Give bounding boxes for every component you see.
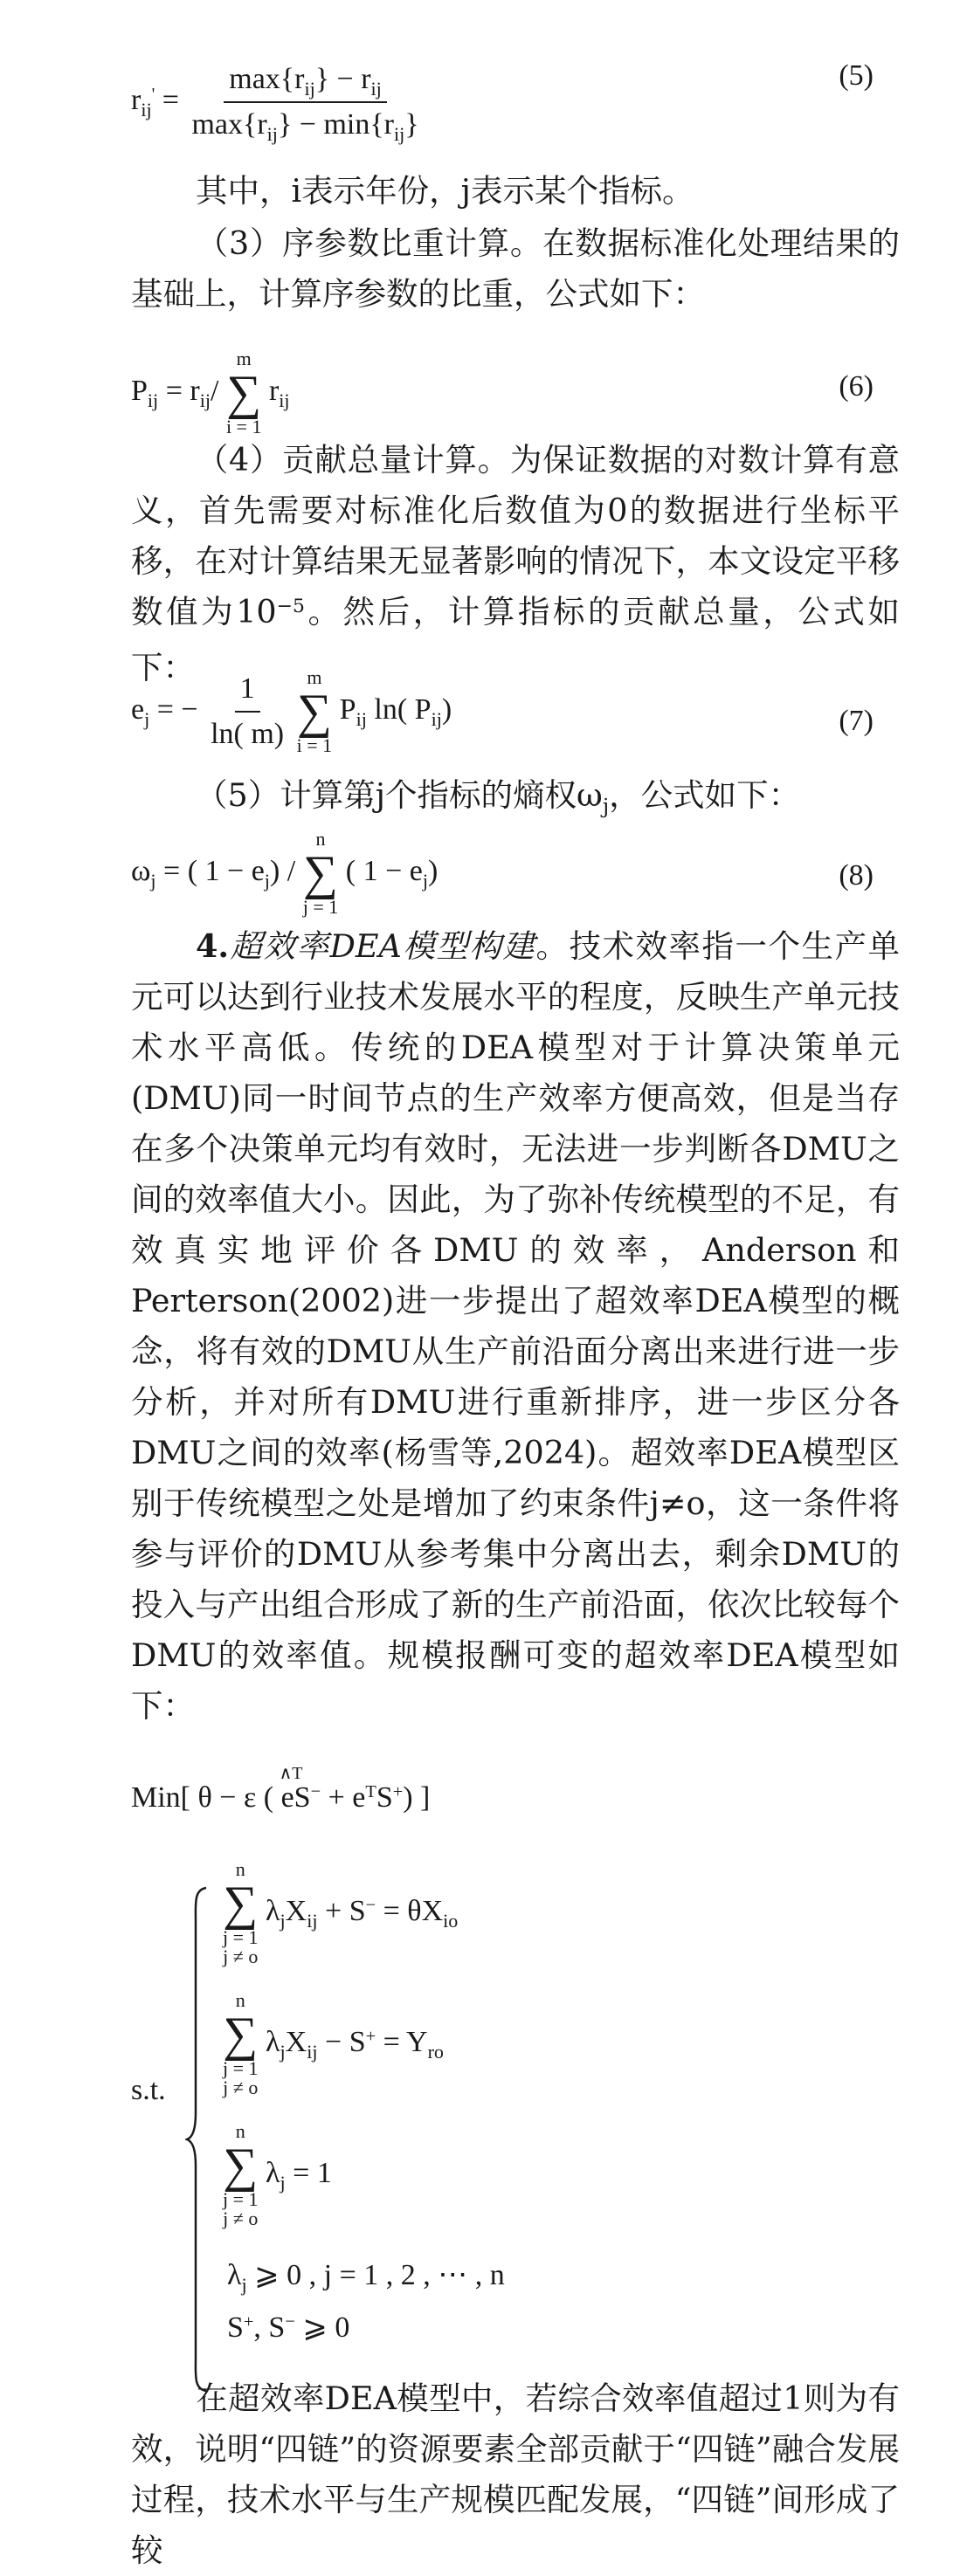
summation: n ∑ j = 1 j ≠ o: [223, 2120, 259, 2229]
objective-function: Min[ θ − ε ( ∧T $eS^- + e^TS^+$) ]: [131, 1764, 431, 1814]
constraint-5: S+, S− ⩾ 0: [227, 2311, 350, 2344]
summation: m ∑ i = 1: [225, 348, 262, 437]
fraction: $\frac{1}{\ln( m)}$: [211, 672, 285, 750]
equation-number: (7): [839, 705, 874, 737]
equation-number: (6): [839, 370, 874, 403]
constraint-3: n ∑ j = 1 j ≠ o $\lambda_j = 1$: [223, 2120, 332, 2229]
equation-number: (8): [839, 859, 874, 892]
constraint-2: n ∑ j = 1 j ≠ o $\lambda_jX_{ij} - S^+ = Y_{ro}$: [223, 1989, 444, 2098]
paragraph: 在超效率DEA模型中，若综合效率值超过1则为有效，说明“四链”的资源要素全部贡献于“四链”融合发展过程，技术水平与生产规模匹配发展，“四链”间形成了较: [131, 2380, 900, 2569]
paragraph: 其中，i表示年份，j表示某个指标。: [196, 172, 694, 210]
fraction: $\frac{\max\{r_{ij}\} - r_{ij}}{\max\{r_{ij}\} - \min\{r_{ij}\}}$: [191, 63, 419, 145]
constraint-4: $\lambda_j$ ⩾ 0 , j = 1 , 2 , ⋯ , n: [227, 2259, 505, 2296]
paragraph: （3）序参数比重计算。在数据标准化处理结果的基础上，计算序参数的比重，公式如下：: [131, 224, 900, 313]
paragraph: （4）贡献总量计算。为保证数据的对数计算有意义，首先需要对标准化后数值为0的数据进行坐标平移，在对计算结果无显著影响的情况下，本文设定平移数值为$10^{-5}$。然后，计算指标的贡献总量，公式如下：: [131, 441, 900, 686]
equation-5: $r_{ij}'$ = $\frac{\max\{r_{ij}\} - r_{ij}}{\max\{r_{ij}\} - \min\{r_{ij}\}}$ (5): [131, 59, 874, 145]
equation-6: $P_{ij} = r_{ij}/$ m ∑ i = 1 $r_{ij}$ (6): [131, 348, 874, 437]
st-label: s.t.: [131, 2074, 166, 2106]
paragraph: （5）计算第j个指标的熵权$\omega_j$，公式如下：: [196, 776, 801, 819]
dea-model: [131, 1764, 900, 2358]
equation-number: (5): [839, 59, 874, 92]
equation-8: $\omega_j$ = ( $1 - e_j$) / n ∑ j = 1 ( $1 - e_j$) (8): [131, 828, 874, 918]
equation-7: $e_j$ = − $\frac{1}{\ln( m)}$ m ∑ i = 1 $P_{ij}$ ln( $P_{ij}$) (7): [131, 666, 874, 756]
summation: n ∑ j = 1: [302, 828, 339, 918]
constraint-1: n ∑ j = 1 j ≠ o $\lambda_jX_{ij} + S^- = \theta X_{io}$: [223, 1858, 459, 1967]
summation: n ∑ j = 1 j ≠ o: [223, 1989, 259, 2098]
constraint-brace: [185, 1886, 208, 2393]
paragraph: 4.超效率DEA模型构建。技术效率指一个生产单元可以达到行业技术发展水平的程度，反映生产单元技术水平高低。传统的DEA模型对于计算决策单元(DMU)同一时间节点的生产效率方便高效，但是当存在多个决策单元均有效时，无法进一步判断各DMU之间的效率值大小。因此，为了弥补传统模型的不足，有效真实地评价各DMU的效率，Anderson和Perterson(2002)进一步提出了超效率DEA模型的概念，将有效的DMU从生产前沿面分离出来进行进一步分析，并对所有DMU进行重新排序，进一步区分各DMU之间的效率(杨雪等,2024)。超效率DEA模型区别于传统模型之处是增加了约束条件j≠o，这一条件将参与评价的DMU从参考集中分离出去，剩余DMU的投入与产出组合形成了新的生产前沿面，依次比较每个DMU的效率值。规模报酬可变的超效率DEA模型如下：: [131, 927, 900, 1725]
summation: n ∑ j = 1 j ≠ o: [223, 1858, 259, 1967]
summation: m ∑ i = 1: [296, 666, 333, 756]
